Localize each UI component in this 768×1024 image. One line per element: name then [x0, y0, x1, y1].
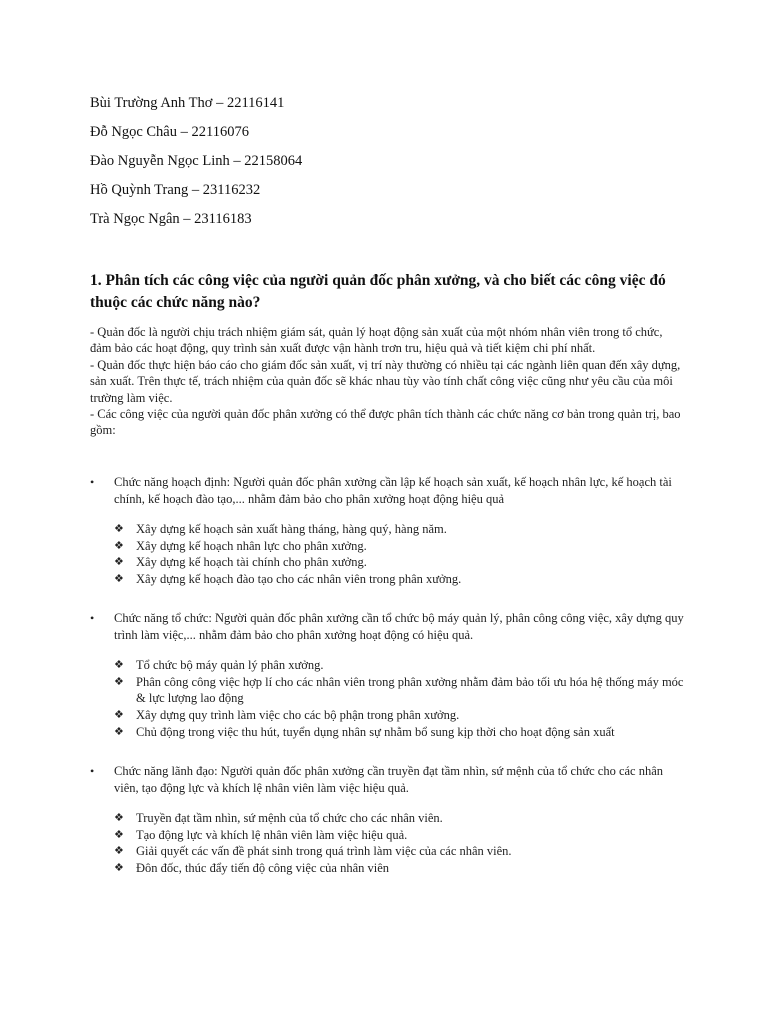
intro-paragraph: - Quản đốc thực hiện báo cáo cho giám đốc sản xuất, vị trí này thường có nhiều tại các ngành liên quan đến xây dựng, sản xuất. Trên thực tế, trách nhiệm của quản đốc sẽ khác nhau tùy vào tính chất công việc cũng như yêu cầu của môi trường làm việc.	[90, 357, 681, 405]
section-heading-text: Chức năng tổ chức: Người quản đốc phân xưởng cần tổ chức bộ máy quản lý, phân công công việc, xây dựng quy trình làm việc,... nhằm đảm bảo cho phân xưởng hoạt động có hiệu quả.	[114, 611, 684, 642]
list-item	[90, 571, 690, 588]
author-line: Đỗ Ngọc Châu – 22116076	[90, 124, 249, 140]
author-line: Hồ Quỳnh Trang – 23116232	[90, 182, 261, 198]
list-item	[90, 860, 690, 877]
list-item-text: Xây dựng quy trình làm việc cho các bộ phận trong phân xưởng.	[136, 707, 460, 722]
author-list	[90, 92, 690, 237]
sub-list	[90, 521, 690, 587]
list-item-text: Chủ động trong việc thu hút, tuyển dụng nhân sự nhằm bổ sung kịp thời cho hoạt động sản xuất	[136, 724, 615, 739]
list-item-text: Xây dựng kế hoạch đào tạo cho các nhân viên trong phân xưởng.	[136, 571, 462, 586]
list-item	[90, 521, 690, 538]
diamond-bullet-icon: ❖	[114, 845, 124, 858]
list-item-text: Tổ chức bộ máy quản lý phân xưởng.	[136, 658, 324, 673]
section-heading-text: Chức năng hoạch định: Người quản đốc phân xưởng cần lập kế hoạch sản xuất, kế hoạch nhân lực, kế hoạch tài chính, kế hoạch đào tạo,... nhằm đảm bảo cho phân xưởng hoạt động hiệu quả	[114, 475, 672, 506]
list-item	[90, 724, 690, 741]
function-section-planning	[90, 474, 690, 588]
bullet-dot-icon: •	[90, 764, 95, 778]
list-item-text: Xây dựng kế hoạch nhân lực cho phân xưởng.	[136, 538, 367, 553]
diamond-bullet-icon: ❖	[114, 556, 124, 569]
bullet-dot-icon: •	[90, 475, 95, 489]
intro-text	[90, 324, 684, 439]
section-heading	[90, 763, 690, 796]
section-heading	[90, 610, 690, 643]
diamond-bullet-icon: ❖	[114, 812, 124, 825]
section-heading	[90, 474, 690, 507]
list-item-text: Tạo động lực và khích lệ nhân viên làm việc hiệu quả.	[136, 827, 408, 842]
list-item-text: Phân công công việc hợp lí cho các nhân viên trong phân xưởng nhằm đảm bảo tối ưu hóa hệ thống máy móc & lực lượng lao động	[136, 674, 684, 706]
bullet-dot-icon: •	[90, 611, 95, 625]
list-item	[90, 538, 690, 555]
diamond-bullet-icon: ❖	[114, 828, 124, 841]
diamond-bullet-icon: ❖	[114, 523, 124, 536]
intro-paragraph: - Quản đốc là người chịu trách nhiệm giám sát, quản lý hoạt động sản xuất của một nhóm nhân viên trong tổ chức, đảm bảo các hoạt động, quy trình sản xuất được vận hành trơn tru, hiệu quả và tiết kiệm chi phí nhất.	[90, 325, 663, 356]
list-item-text: Truyền đạt tầm nhìn, sứ mệnh của tổ chức cho các nhân viên.	[136, 811, 443, 826]
function-section-organizing	[90, 610, 690, 740]
sub-list	[90, 810, 690, 876]
function-section-leading	[90, 763, 690, 877]
list-item-text: Xây dựng kế hoạch sản xuất hàng tháng, hàng quý, hàng năm.	[136, 522, 447, 537]
list-item	[90, 657, 690, 674]
author-line: Đào Nguyễn Ngọc Linh – 22158064	[90, 153, 303, 169]
author-line: Bùi Trường Anh Thơ – 22116141	[90, 95, 285, 111]
diamond-bullet-icon: ❖	[114, 708, 124, 721]
diamond-bullet-icon: ❖	[114, 572, 124, 585]
diamond-bullet-icon: ❖	[114, 659, 124, 672]
list-item-text: Giải quyết các vấn đề phát sinh trong quá trình làm việc của các nhân viên.	[136, 844, 512, 859]
author-line: Trà Ngọc Ngân – 23116183	[90, 211, 252, 227]
list-item	[90, 827, 690, 844]
list-item	[90, 674, 690, 707]
list-item-text: Đôn đốc, thúc đẩy tiến độ công việc của nhân viên	[136, 860, 390, 875]
diamond-bullet-icon: ❖	[114, 861, 124, 874]
list-item	[90, 810, 690, 827]
diamond-bullet-icon: ❖	[114, 725, 124, 738]
list-item	[90, 707, 690, 724]
sub-list	[90, 657, 690, 740]
intro-paragraph: - Các công việc của người quản đốc phân xưởng có thể được phân tích thành các chức năng cơ bản trong quản trị, bao gồm:	[90, 407, 681, 438]
section-heading-text: Chức năng lãnh đạo: Người quản đốc phân xưởng cần truyền đạt tầm nhìn, sứ mệnh của tổ chức cho các nhân viên, tạo động lực và khích lệ nhân viên làm việc hiệu quả.	[114, 764, 664, 795]
question-heading: 1. Phân tích các công việc của người quản đốc phân xưởng, và cho biết các công việc đó thuộc các chức năng nào?	[90, 272, 666, 311]
diamond-bullet-icon: ❖	[114, 539, 124, 552]
list-item	[90, 843, 690, 860]
list-item	[90, 554, 690, 571]
list-item-text: Xây dựng kế hoạch tài chính cho phân xưởng.	[136, 555, 367, 570]
diamond-bullet-icon: ❖	[114, 675, 124, 688]
